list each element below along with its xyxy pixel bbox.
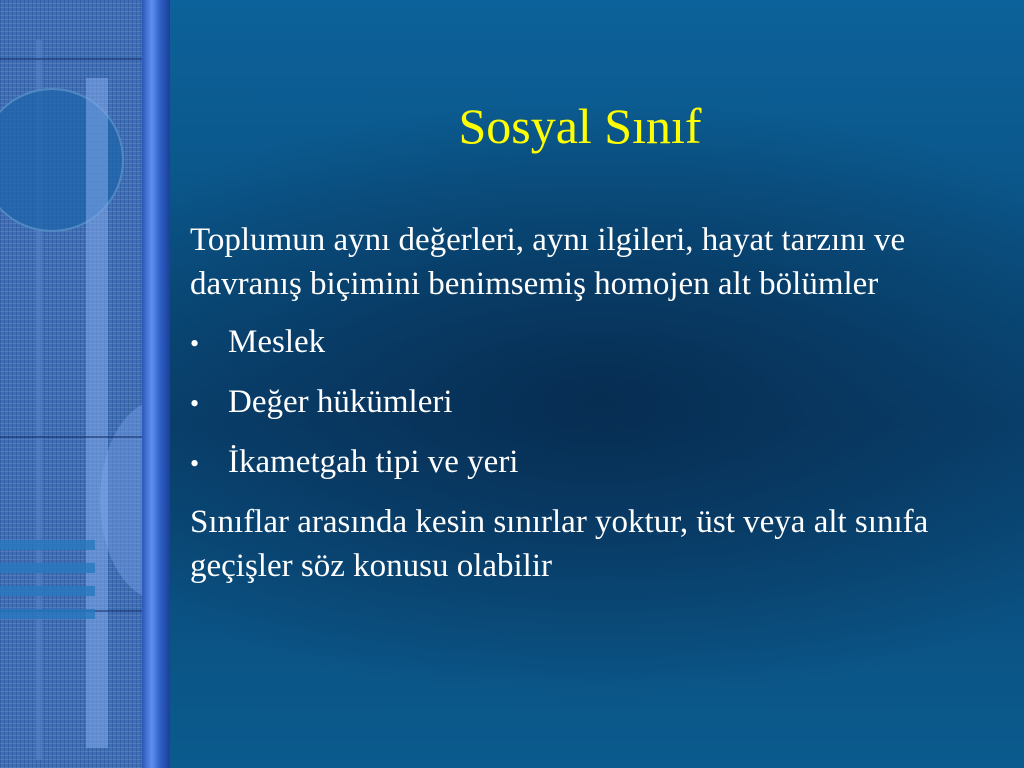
bullet-text: Değer hükümleri — [228, 384, 453, 420]
bullet-item — [190, 440, 1010, 486]
strip-bar — [0, 563, 95, 573]
strip-bar — [0, 586, 95, 596]
strip-bar — [0, 609, 95, 619]
bullet-icon: • — [190, 449, 200, 478]
bullet-text: Meslek — [228, 324, 326, 360]
slide-title: Sosyal Sınıf — [458, 98, 702, 154]
slide-body — [190, 218, 1010, 602]
bullet-list — [190, 320, 1010, 486]
decorative-strip — [0, 0, 142, 768]
strip-wide-bar — [86, 78, 108, 748]
intro-paragraph: Toplumun aynı değerleri, aynı ilgileri, hayat tarzını ve davranış biçimini benimsemiş homojen alt bölümler — [190, 222, 906, 302]
bullet-item — [190, 320, 1010, 366]
bullet-item — [190, 380, 1010, 426]
closing-paragraph: Sınıflar arasında kesin sınırlar yoktur, üst veya alt sınıfa geçişler söz konusu olabilir — [190, 504, 929, 584]
bullet-text: İkametgah tipi ve yeri — [228, 444, 519, 480]
strip-bar — [0, 540, 95, 550]
strip-line — [0, 436, 142, 438]
strip-line — [0, 58, 142, 60]
vertical-divider-bar — [142, 0, 170, 768]
bullet-icon: • — [190, 389, 200, 418]
bullet-icon: • — [190, 329, 200, 358]
